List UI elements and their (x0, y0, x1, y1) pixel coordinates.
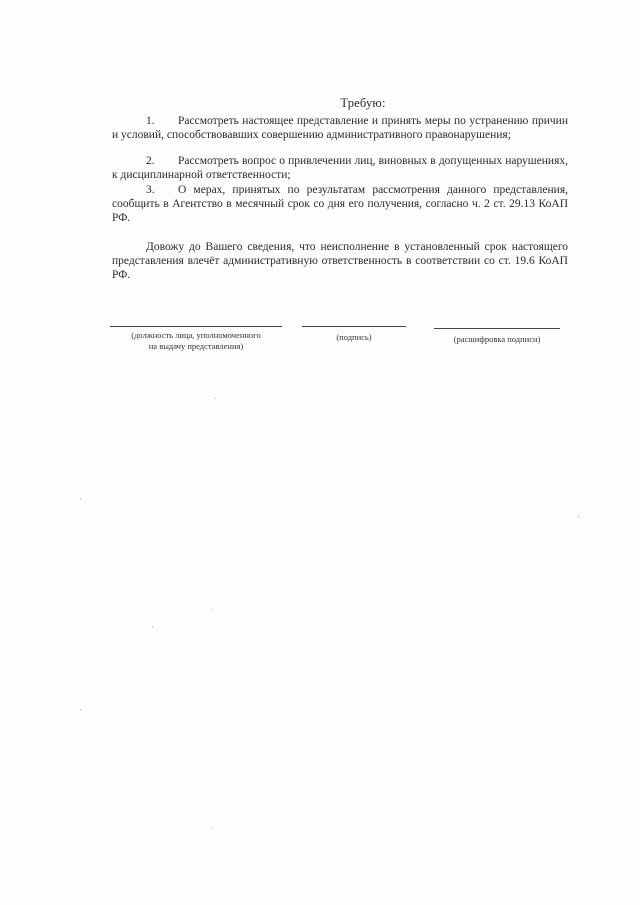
name-label: (расшифровка подписи) (453, 334, 541, 344)
signature-line (302, 326, 406, 327)
position-signature-line (110, 326, 282, 327)
demand-item-3 (112, 183, 568, 225)
demand-item-1 (112, 114, 568, 142)
demand-item-text: О мерах, принятых по результатам рассмотрения данного представления, сообщить в Агентство в месячный срок со дня его получения, согласно ч. 2 ст. 29.13 КоАП РФ. (112, 184, 568, 224)
demand-item-number: 2. (146, 155, 155, 167)
scan-speck: ' (80, 497, 82, 505)
demand-item-2 (112, 154, 568, 182)
demand-item-number: 1. (146, 115, 155, 127)
demand-heading: Требую: (340, 96, 386, 110)
scan-speck: ' (80, 708, 82, 716)
scan-speck: ' (578, 515, 580, 523)
scan-speck: · (214, 395, 217, 403)
position-label: (должность лица, уполномоченного на выдачу представления) (131, 330, 261, 351)
notice-paragraph: Довожу до Вашего сведения, что неисполнение в установленный срок настоящего представления влечёт административную ответственность в соответствии со ст. 19.6 КоАП РФ. (112, 241, 568, 281)
demand-item-text: Рассмотреть вопрос о привлечении лиц, виновных в допущенных нарушениях, к дисциплинарной ответственности; (112, 155, 568, 181)
demand-item-text: Рассмотреть настоящее представление и принять меры по устранению причин и условий, способствовавших совершению административного правонарушения; (112, 115, 568, 141)
scan-speck: · (210, 606, 213, 614)
demand-item-number: 3. (146, 184, 155, 196)
scan-speck: ' (152, 625, 154, 633)
name-signature-line (434, 328, 560, 329)
signature-label: (подпись) (336, 332, 372, 342)
scan-speck: · (210, 824, 213, 832)
